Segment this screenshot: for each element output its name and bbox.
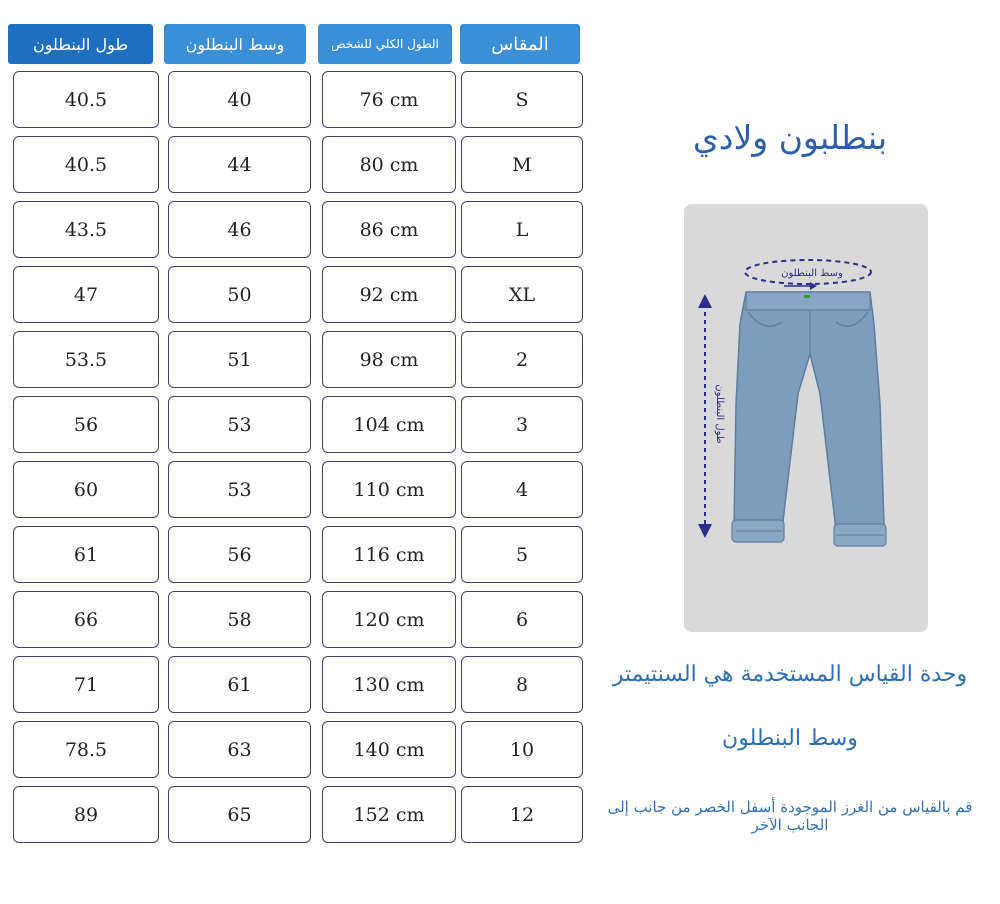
person-height-cell: 116 cm — [322, 526, 456, 583]
size-cell: M — [461, 136, 583, 193]
pants-length-cell: 47 — [13, 266, 159, 323]
header-pants-waist: وسط البنطلون — [164, 24, 306, 64]
pants-length-cell: 43.5 — [13, 201, 159, 258]
size-cell: 5 — [461, 526, 583, 583]
pants-waist-cell: 65 — [168, 786, 311, 843]
person-height-cell: 76 cm — [322, 71, 456, 128]
page-title: بنطلبون ولادي — [692, 118, 888, 157]
person-height-cell: 130 cm — [322, 656, 456, 713]
pants-length-cell: 66 — [13, 591, 159, 648]
person-height-cell: 110 cm — [322, 461, 456, 518]
pants-waist-cell: 46 — [168, 201, 311, 258]
person-height-cell: 98 cm — [322, 331, 456, 388]
header-person-height: الطول الكلي للشخص — [318, 24, 452, 64]
pants-waist-cell: 56 — [168, 526, 311, 583]
size-cell: 6 — [461, 591, 583, 648]
size-cell: 4 — [461, 461, 583, 518]
pants-waist-cell: 50 — [168, 266, 311, 323]
jeans-diagram — [684, 204, 928, 632]
pants-waist-cell: 58 — [168, 591, 311, 648]
pants-length-cell: 53.5 — [13, 331, 159, 388]
person-height-cell: 140 cm — [322, 721, 456, 778]
jeans-icon — [732, 292, 886, 546]
unit-note: وحدة القياس المستخدمة هي السنتيمتر — [612, 662, 968, 687]
person-height-cell: 104 cm — [322, 396, 456, 453]
pants-waist-cell: 51 — [168, 331, 311, 388]
length-guide-label: طول البنطلون — [714, 384, 725, 444]
pants-waist-cell: 53 — [168, 396, 311, 453]
size-cell: 12 — [461, 786, 583, 843]
pants-length-cell: 61 — [13, 526, 159, 583]
pants-length-cell: 56 — [13, 396, 159, 453]
header-size: المقاس — [460, 24, 580, 64]
person-height-cell: 120 cm — [322, 591, 456, 648]
pants-length-cell: 89 — [13, 786, 159, 843]
waist-instruction: قم بالقياس من الغرز الموجودة أسفل الخصر من جانب إلى الجانب الآخر — [607, 798, 973, 834]
person-height-cell: 152 cm — [322, 786, 456, 843]
size-cell: 8 — [461, 656, 583, 713]
pants-length-cell: 71 — [13, 656, 159, 713]
arrow-up-icon — [698, 294, 712, 308]
size-cell: L — [461, 201, 583, 258]
product-photo — [684, 204, 928, 632]
size-cell: 2 — [461, 331, 583, 388]
pants-length-cell: 60 — [13, 461, 159, 518]
pants-length-cell: 40.5 — [13, 71, 159, 128]
person-height-cell: 92 cm — [322, 266, 456, 323]
person-height-cell: 86 cm — [322, 201, 456, 258]
pants-waist-cell: 63 — [168, 721, 311, 778]
waist-heading: وسط البنطلون — [722, 726, 858, 751]
size-cell: 10 — [461, 721, 583, 778]
arrow-down-icon — [698, 524, 712, 538]
pants-waist-cell: 53 — [168, 461, 311, 518]
pants-waist-cell: 44 — [168, 136, 311, 193]
size-cell: XL — [461, 266, 583, 323]
pants-waist-cell: 40 — [168, 71, 311, 128]
pants-length-cell: 40.5 — [13, 136, 159, 193]
person-height-cell: 80 cm — [322, 136, 456, 193]
size-cell: 3 — [461, 396, 583, 453]
header-pants-length: طول البنطلون — [8, 24, 153, 64]
pants-waist-cell: 61 — [168, 656, 311, 713]
waist-guide-label: وسط البنطلون — [781, 268, 843, 279]
pants-length-cell: 78.5 — [13, 721, 159, 778]
size-cell: S — [461, 71, 583, 128]
